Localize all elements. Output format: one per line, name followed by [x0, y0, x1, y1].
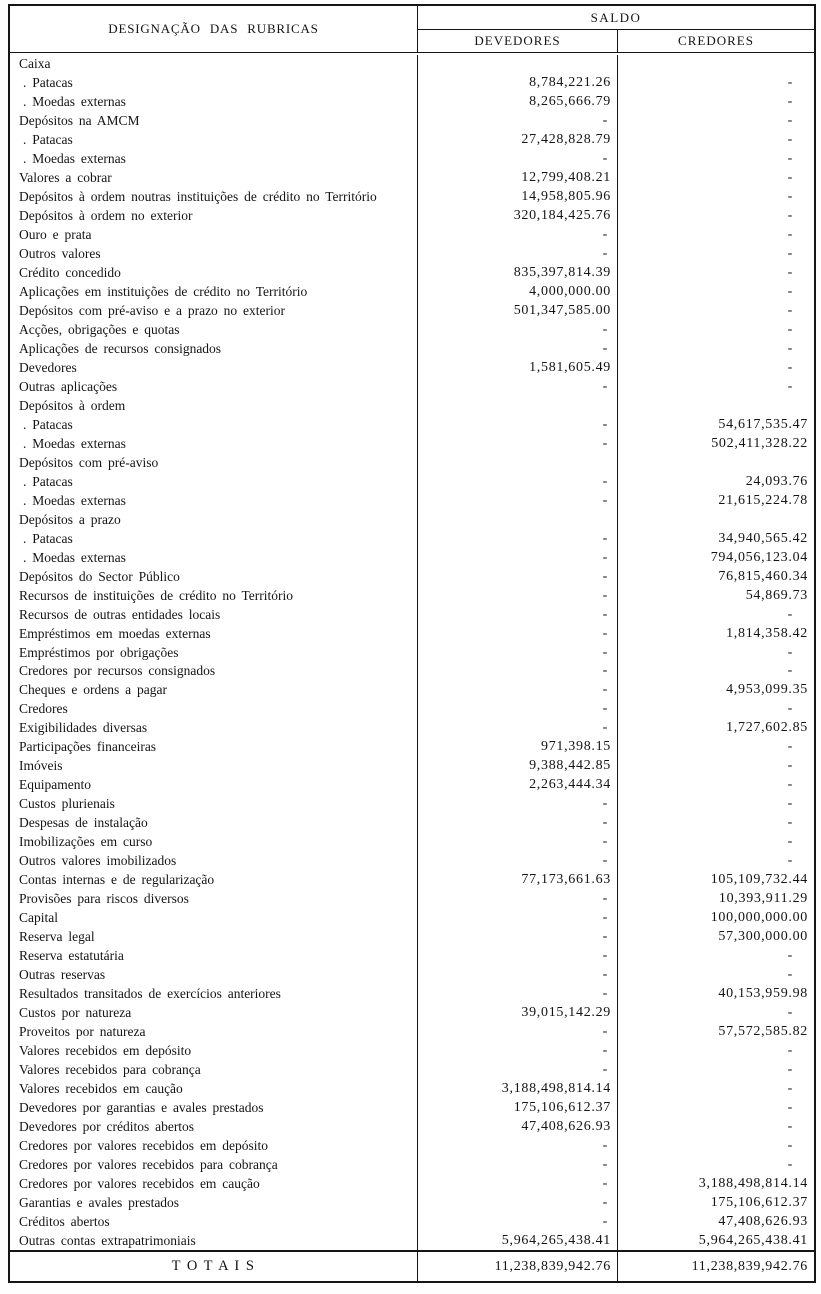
row-label: Credores por valores recebidos para cobrança	[10, 1155, 418, 1174]
row-devedores-value: -	[418, 1155, 618, 1174]
row-devedores-value: -	[418, 1174, 618, 1193]
table-row	[10, 984, 814, 1003]
row-label: . Moedas externas	[10, 491, 418, 510]
row-devedores-value: -	[418, 1136, 618, 1155]
row-devedores-value: 14,958,805.96	[418, 188, 618, 207]
row-label: Valores recebidos para cobrança	[10, 1060, 418, 1079]
row-credores-value: 100,000,000.00	[710, 910, 808, 926]
table-row	[10, 1060, 814, 1079]
row-devedores-value: -	[418, 1022, 618, 1041]
table-row	[10, 245, 814, 264]
row-devedores-value: 39,015,142.29	[418, 1003, 618, 1022]
row-label: Resultados transitados de exercícios anteriores	[10, 984, 418, 1003]
table-row	[10, 567, 814, 586]
row-devedores-value: -	[418, 472, 618, 491]
row-label: Empréstimos por obrigações	[10, 643, 418, 662]
table-row	[10, 131, 814, 150]
table-row	[10, 1174, 814, 1193]
table-row	[10, 453, 814, 472]
row-credores-value: 34,940,565.42	[718, 530, 808, 546]
row-credores-value: -	[787, 1156, 793, 1172]
row-credores-value: -	[787, 796, 793, 812]
row-devedores-value: 9,388,442.85	[418, 757, 618, 776]
table-row	[10, 890, 814, 909]
row-label: Depósitos a prazo	[10, 510, 418, 529]
row-label: Provisões para riscos diversos	[10, 890, 418, 909]
table-row	[10, 586, 814, 605]
table-row	[10, 681, 814, 700]
row-credores-value: -	[787, 739, 793, 755]
row-devedores-value: -	[418, 1060, 618, 1079]
row-devedores-value	[418, 55, 618, 74]
table-row	[10, 491, 814, 510]
table-row	[10, 662, 814, 681]
saldo-group-header: SALDO	[418, 6, 814, 30]
row-devedores-value: -	[418, 719, 618, 738]
row-label: Credores por valores recebidos em depósito	[10, 1136, 418, 1155]
row-credores-value: -	[787, 1137, 793, 1153]
row-devedores-value: 77,173,661.63	[418, 871, 618, 890]
row-credores-value	[618, 55, 814, 74]
table-row	[10, 112, 814, 131]
row-devedores-value: -	[418, 245, 618, 264]
saldo-subheaders	[418, 30, 814, 52]
row-label: Acções, obrigações e quotas	[10, 321, 418, 340]
row-label: Caixa	[10, 55, 418, 74]
row-label: . Patacas	[10, 74, 418, 93]
row-credores-value: 10,393,911.29	[718, 891, 808, 907]
row-label: . Patacas	[10, 131, 418, 150]
row-credores-value: -	[787, 1118, 793, 1134]
table-row	[10, 169, 814, 188]
row-credores-value: 47,408,626.93	[718, 1213, 808, 1229]
table-row	[10, 472, 814, 491]
row-credores-value: -	[787, 265, 793, 281]
table-row	[10, 947, 814, 966]
row-devedores-value: 1,581,605.49	[418, 359, 618, 378]
table-row	[10, 1079, 814, 1098]
table-row	[10, 1212, 814, 1231]
row-label: . Moedas externas	[10, 150, 418, 169]
table-row	[10, 909, 814, 928]
row-label: Depósitos do Sector Público	[10, 567, 418, 586]
row-devedores-value: -	[418, 814, 618, 833]
row-label: Depósitos à ordem noutras instituições de crédito no Território	[10, 188, 418, 207]
row-label: Valores recebidos em caução	[10, 1079, 418, 1098]
row-credores-value: -	[787, 663, 793, 679]
row-devedores-value: -	[418, 605, 618, 624]
row-devedores-value: 2,263,444.34	[418, 776, 618, 795]
table-row	[10, 700, 814, 719]
row-devedores-value: -	[418, 890, 618, 909]
row-devedores-value: -	[418, 681, 618, 700]
row-devedores-value: -	[418, 984, 618, 1003]
row-devedores-value: -	[418, 1193, 618, 1212]
row-devedores-value: -	[418, 415, 618, 434]
table-row	[10, 852, 814, 871]
row-devedores-value: -	[418, 624, 618, 643]
table-row	[10, 377, 814, 396]
row-credores-value: 502,411,328.22	[711, 435, 808, 451]
row-devedores-value: 8,784,221.26	[418, 74, 618, 93]
row-devedores-value: -	[418, 852, 618, 871]
row-label: Participações financeiras	[10, 738, 418, 757]
row-devedores-value: -	[418, 548, 618, 567]
row-label: Depósitos na AMCM	[10, 112, 418, 131]
row-label: Despesas de instalação	[10, 814, 418, 833]
row-label: Garantias e avales prestados	[10, 1193, 418, 1212]
designation-column-header: DESIGNAÇÃO DAS RUBRICAS	[10, 6, 418, 52]
row-label: Outros valores	[10, 245, 418, 264]
row-credores-value: 1,727,602.85	[726, 720, 808, 736]
row-credores-value: -	[787, 966, 793, 982]
table-row	[10, 359, 814, 378]
row-label: Devedores por créditos abertos	[10, 1117, 418, 1136]
row-credores-value: -	[787, 246, 793, 262]
row-label: Crédito concedido	[10, 264, 418, 283]
row-credores-value: -	[787, 853, 793, 869]
row-credores-value: -	[787, 113, 793, 129]
table-row	[10, 510, 814, 529]
row-label: . Moedas externas	[10, 548, 418, 567]
table-row	[10, 719, 814, 738]
row-label: Depósitos à ordem no exterior	[10, 207, 418, 226]
row-label: Credores por recursos consignados	[10, 662, 418, 681]
row-label: Cheques e ordens a pagar	[10, 681, 418, 700]
row-label: Valores a cobrar	[10, 169, 418, 188]
row-credores-value: -	[787, 378, 793, 394]
row-devedores-value: -	[418, 966, 618, 985]
row-credores-value: -	[787, 359, 793, 375]
row-devedores-value: -	[418, 434, 618, 453]
row-devedores-value: 175,106,612.37	[418, 1098, 618, 1117]
row-devedores-value: 4,000,000.00	[418, 283, 618, 302]
table-row	[10, 1155, 814, 1174]
table-row	[10, 795, 814, 814]
table-row	[10, 93, 814, 112]
table-row	[10, 738, 814, 757]
row-devedores-value: -	[418, 226, 618, 245]
row-devedores-value: 5,964,265,438.41	[418, 1231, 618, 1250]
credores-column-header: CREDORES	[678, 33, 754, 48]
row-credores-value: -	[787, 758, 793, 774]
row-label: Devedores por garantias e avales prestados	[10, 1098, 418, 1117]
row-devedores-value: -	[418, 586, 618, 605]
row-label: Depósitos com pré-aviso e a prazo no exterior	[10, 302, 418, 321]
row-credores-value: -	[787, 701, 793, 717]
table-row	[10, 605, 814, 624]
row-devedores-value	[418, 510, 618, 529]
table-row	[10, 264, 814, 283]
row-label: Outros valores imobilizados	[10, 852, 418, 871]
row-credores-value: -	[787, 341, 793, 357]
table-row	[10, 340, 814, 359]
table-row	[10, 1231, 814, 1250]
table-row	[10, 396, 814, 415]
table-row	[10, 321, 814, 340]
row-credores-value: -	[787, 132, 793, 148]
table-row	[10, 928, 814, 947]
table-row	[10, 188, 814, 207]
row-credores-value: -	[787, 834, 793, 850]
row-credores-value: -	[787, 948, 793, 964]
row-devedores-value: -	[418, 150, 618, 169]
row-credores-value: -	[787, 322, 793, 338]
row-label: . Patacas	[10, 415, 418, 434]
row-credores-value: -	[787, 303, 793, 319]
row-label: Custos por natureza	[10, 1003, 418, 1022]
row-devedores-value: 320,184,425.76	[418, 207, 618, 226]
row-credores-value: -	[787, 606, 793, 622]
row-credores-value: -	[787, 1061, 793, 1077]
row-devedores-value: 971,398.15	[418, 738, 618, 757]
table-row	[10, 150, 814, 169]
row-label: Depósitos à ordem	[10, 396, 418, 415]
row-label: Outras contas extrapatrimoniais	[10, 1231, 418, 1250]
totals-devedores-value: 11,238,839,942.76	[418, 1252, 618, 1281]
row-devedores-value: 12,799,408.21	[418, 169, 618, 188]
totals-credores-value: 11,238,839,942.76	[691, 1258, 808, 1274]
row-label: Outras aplicações	[10, 377, 418, 396]
row-label: Imobilizações em curso	[10, 833, 418, 852]
row-label: Ouro e prata	[10, 226, 418, 245]
row-devedores-value: -	[418, 928, 618, 947]
row-label: Outras reservas	[10, 966, 418, 985]
row-credores-value: 1,814,358.42	[726, 625, 808, 641]
row-devedores-value: -	[418, 491, 618, 510]
table-row	[10, 1022, 814, 1041]
table-row	[10, 283, 814, 302]
table-row	[10, 833, 814, 852]
row-devedores-value: -	[418, 112, 618, 131]
table-row	[10, 757, 814, 776]
row-label: Depósitos com pré-aviso	[10, 453, 418, 472]
row-label: Exigibilidades diversas	[10, 719, 418, 738]
row-credores-value: -	[787, 644, 793, 660]
row-devedores-value: 3,188,498,814.14	[418, 1079, 618, 1098]
row-label: Equipamento	[10, 776, 418, 795]
row-credores-value: 57,572,585.82	[718, 1023, 808, 1039]
row-credores-value: -	[787, 189, 793, 205]
table-row	[10, 74, 814, 93]
row-label: Aplicações em instituições de crédito no Território	[10, 283, 418, 302]
row-label: Imóveis	[10, 757, 418, 776]
row-credores-value: -	[787, 94, 793, 110]
row-credores-value: -	[787, 75, 793, 91]
row-label: Recursos de outras entidades locais	[10, 605, 418, 624]
totals-label: T O T A I S	[10, 1252, 418, 1281]
table-row	[10, 302, 814, 321]
table-row	[10, 415, 814, 434]
row-credores-value	[618, 396, 814, 415]
row-credores-value: -	[787, 208, 793, 224]
row-credores-value: 794,056,123.04	[710, 549, 808, 565]
row-credores-value: 57,300,000.00	[718, 929, 808, 945]
row-devedores-value: -	[418, 947, 618, 966]
row-label: Reserva estatutária	[10, 947, 418, 966]
row-credores-value: -	[787, 815, 793, 831]
row-devedores-value: -	[418, 643, 618, 662]
row-label: Aplicações de recursos consignados	[10, 340, 418, 359]
row-credores-value: 5,964,265,438.41	[698, 1232, 808, 1248]
row-credores-value: -	[787, 151, 793, 167]
row-devedores-value: -	[418, 1041, 618, 1060]
row-credores-value	[618, 453, 814, 472]
row-devedores-value: 501,347,585.00	[418, 302, 618, 321]
row-label: . Patacas	[10, 529, 418, 548]
row-devedores-value: -	[418, 795, 618, 814]
table-row	[10, 1136, 814, 1155]
row-label: Credores	[10, 700, 418, 719]
table-row	[10, 776, 814, 795]
row-label: . Moedas externas	[10, 93, 418, 112]
row-label: Recursos de instituições de crédito no Território	[10, 586, 418, 605]
row-label: Credores por valores recebidos em caução	[10, 1174, 418, 1193]
row-credores-value: 105,109,732.44	[710, 872, 808, 888]
row-label: Reserva legal	[10, 928, 418, 947]
row-label: Créditos abertos	[10, 1212, 418, 1231]
table-row	[10, 207, 814, 226]
row-credores-value: 54,869.73	[745, 587, 808, 603]
table-row	[10, 434, 814, 453]
row-credores-value: 40,153,959.98	[718, 985, 808, 1001]
saldo-column-group	[418, 6, 814, 52]
row-devedores-value: -	[418, 529, 618, 548]
table-body	[10, 53, 814, 1250]
row-devedores-value: -	[418, 700, 618, 719]
row-label: Contas internas e de regularização	[10, 871, 418, 890]
table-row	[10, 1193, 814, 1212]
row-devedores-value: -	[418, 340, 618, 359]
row-devedores-value: -	[418, 1212, 618, 1231]
row-devedores-value: 47,408,626.93	[418, 1117, 618, 1136]
table-row	[10, 871, 814, 890]
row-credores-value: -	[787, 227, 793, 243]
row-label: Capital	[10, 909, 418, 928]
table-row	[10, 55, 814, 74]
row-credores-value	[618, 510, 814, 529]
row-credores-value: 21,615,224.78	[718, 492, 808, 508]
table-row	[10, 966, 814, 985]
row-devedores-value: -	[418, 321, 618, 340]
row-credores-value: -	[787, 1080, 793, 1096]
row-label: Empréstimos em moedas externas	[10, 624, 418, 643]
table-row	[10, 226, 814, 245]
row-devedores-value: -	[418, 909, 618, 928]
table-row	[10, 1003, 814, 1022]
row-credores-value: -	[787, 777, 793, 793]
row-devedores-value: 8,265,666.79	[418, 93, 618, 112]
row-credores-value: 3,188,498,814.14	[698, 1175, 808, 1191]
row-credores-value: 76,815,460.34	[718, 568, 808, 584]
row-label: . Patacas	[10, 472, 418, 491]
row-label: Valores recebidos em depósito	[10, 1041, 418, 1060]
row-credores-value: -	[787, 284, 793, 300]
table-row	[10, 814, 814, 833]
row-label: Custos plurienais	[10, 795, 418, 814]
row-credores-value: 4,953,099.35	[726, 682, 808, 698]
row-label: Proveitos por natureza	[10, 1022, 418, 1041]
balance-sheet-table	[8, 4, 816, 1283]
table-row	[10, 1098, 814, 1117]
table-row	[10, 1117, 814, 1136]
row-devedores-value: -	[418, 662, 618, 681]
table-row	[10, 548, 814, 567]
row-credores-value: -	[787, 1099, 793, 1115]
row-devedores-value: 835,397,814.39	[418, 264, 618, 283]
table-row	[10, 1041, 814, 1060]
devedores-column-header: DEVEDORES	[418, 30, 618, 52]
table-row	[10, 529, 814, 548]
row-devedores-value: 27,428,828.79	[418, 131, 618, 150]
row-label: Devedores	[10, 359, 418, 378]
table-row	[10, 643, 814, 662]
row-devedores-value: -	[418, 567, 618, 586]
row-credores-value: 175,106,612.37	[710, 1194, 808, 1210]
row-credores-value: 54,617,535.47	[718, 416, 808, 432]
row-devedores-value: -	[418, 377, 618, 396]
row-credores-value: -	[787, 1004, 793, 1020]
row-devedores-value	[418, 396, 618, 415]
table-header	[10, 6, 814, 53]
row-devedores-value	[418, 453, 618, 472]
table-row	[10, 624, 814, 643]
row-credores-value: -	[787, 170, 793, 186]
row-devedores-value: -	[418, 833, 618, 852]
row-credores-value: -	[787, 1042, 793, 1058]
totals-row	[10, 1250, 814, 1281]
row-credores-value: 24,093.76	[745, 473, 808, 489]
row-label: . Moedas externas	[10, 434, 418, 453]
